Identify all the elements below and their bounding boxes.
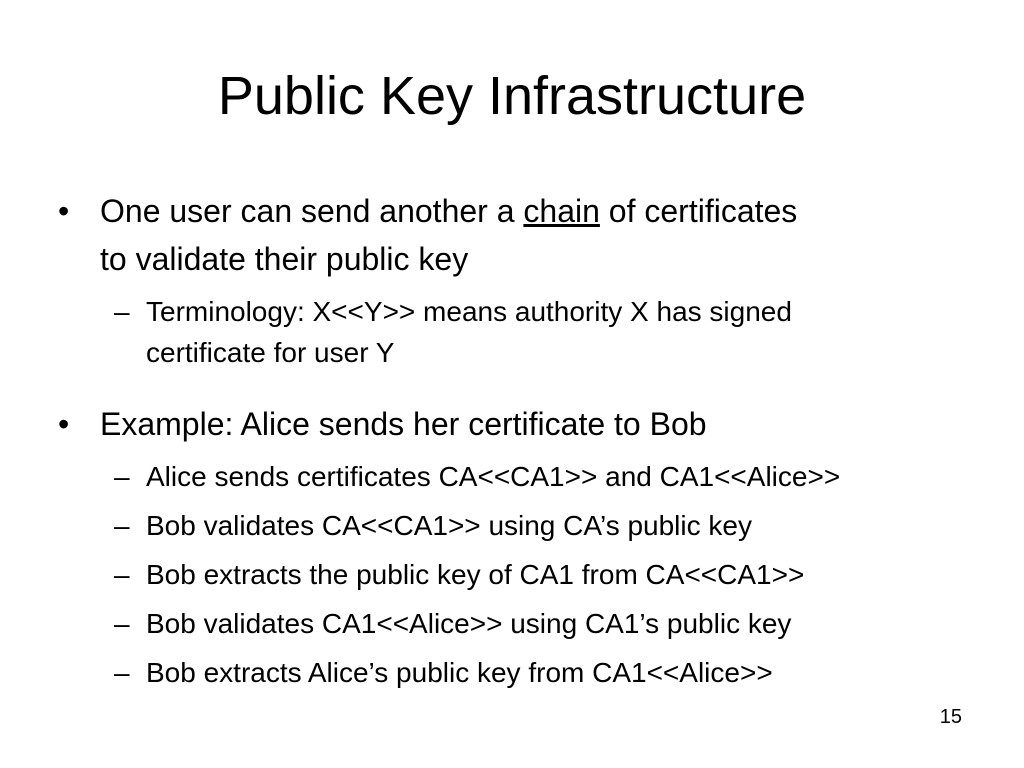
bullet-item-chain xyxy=(58,189,990,233)
dash-marker: – xyxy=(114,461,130,492)
bullet-item-example xyxy=(58,402,990,446)
bullet-text-part: to validate their public key xyxy=(100,241,469,277)
bullet-marker: • xyxy=(58,193,70,229)
slide-title: Public Key Infrastructure xyxy=(217,66,807,126)
dash-marker: – xyxy=(114,608,130,639)
page-number: 15 xyxy=(939,706,962,728)
sub-bullet-item xyxy=(114,653,1006,693)
dash-marker: – xyxy=(114,657,130,688)
underlined-word-chain: chain xyxy=(523,193,600,229)
bullet-marker: • xyxy=(58,406,70,442)
bullet-text-part: of certificates xyxy=(599,193,798,229)
sub-bullet-text: Bob extracts Alice’s public key from CA1<<Alice>> xyxy=(146,657,773,688)
sub-bullet-item xyxy=(114,604,1006,644)
dash-marker: – xyxy=(114,510,130,541)
bullet-text-part: One user can send another a xyxy=(100,193,524,229)
bullet-item-chain-line2 xyxy=(100,237,990,281)
sub-bullet-item xyxy=(114,506,1006,546)
sub-bullet-item xyxy=(114,457,1006,497)
sub-bullet-text: Bob extracts the public key of CA1 from CA<<CA1>> xyxy=(146,559,805,590)
sub-bullet-terminology-line2 xyxy=(146,333,1006,373)
sub-bullet-text: Terminology: X<<Y>> means authority X has signed xyxy=(146,296,792,327)
sub-bullet-item xyxy=(114,555,1006,595)
sub-bullet-terminology xyxy=(114,292,1006,332)
dash-marker: – xyxy=(114,296,130,327)
sub-bullet-text: Alice sends certificates CA<<CA1>> and CA1<<Alice>> xyxy=(146,461,841,492)
sub-bullet-text: certificate for user Y xyxy=(146,337,395,368)
sub-bullet-text: Bob validates CA1<<Alice>> using CA1’s public key xyxy=(146,608,792,639)
dash-marker: – xyxy=(114,559,130,590)
bullet-text: Example: Alice sends her certificate to Bob xyxy=(100,406,707,442)
sub-bullet-text: Bob validates CA<<CA1>> using CA’s public key xyxy=(146,510,752,541)
